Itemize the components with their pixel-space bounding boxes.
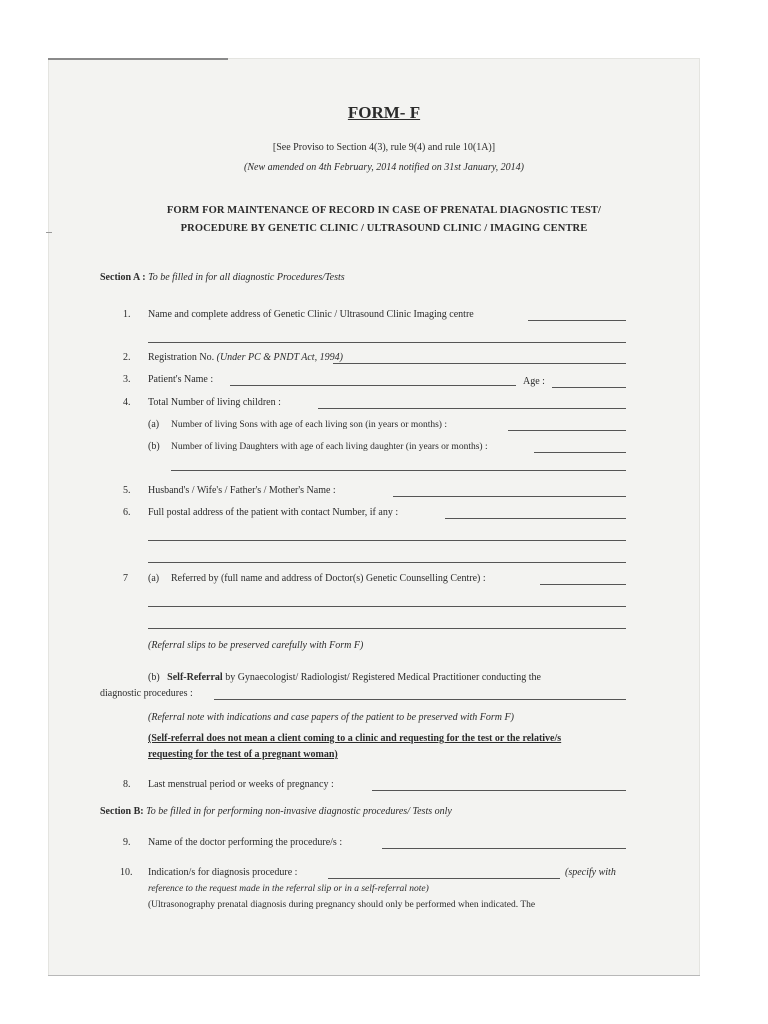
item-4b-marker: (b) [148,441,160,452]
item-4-label: Total Number of living children : [148,397,281,408]
item-7b-field-line[interactable] [214,699,626,700]
item-7b-bold: Self-Referral [167,672,223,683]
item-9-number: 9. [123,837,131,848]
item-7b-warning-line1: (Self-referral does not mean a client coming to a clinic and requesting for the test or the relative/s [148,733,562,744]
item-4b-field-line-2[interactable] [171,470,626,471]
item-3-label: Patient's Name : [148,374,214,385]
item-10-number: 10. [120,867,133,878]
item-3-name-field-line[interactable] [230,385,516,386]
section-b-label: Section B: [100,806,144,817]
item-2-text: Registration No. [148,352,215,363]
item-7a-field-line-3[interactable] [148,628,626,629]
item-7b-marker: (b) [148,672,160,683]
section-a-desc: To be filled in for all diagnostic Procedures/Tests [148,272,345,283]
page-edge-top [48,58,228,60]
form-heading-line1: FORM FOR MAINTENANCE OF RECORD IN CASE OF PRENATAL DIAGNOSTIC TEST/ [166,205,602,216]
section-b-desc: To be filled in for performing non-invasive diagnostic procedures/ Tests only [146,806,452,817]
item-6-field-line[interactable] [445,518,626,519]
item-8-number: 8. [123,779,131,790]
item-10-specify: (specify with [565,867,616,878]
item-9-label: Name of the doctor performing the procedure/s : [148,837,343,848]
item-7a-field-line[interactable] [540,584,626,585]
item-1-label: Name and complete address of Genetic Clinic / Ultrasound Clinic Imaging centre [148,309,474,320]
form-proviso: [See Proviso to Section 4(3), rule 9(4) and rule 10(1A)] [272,142,496,153]
item-5-label: Husband's / Wife's / Father's / Mother's Name : [148,485,336,496]
item-4b-field-line[interactable] [534,452,626,453]
item-7a-marker: (a) [148,573,160,584]
section-a-label: Section A : [100,272,146,283]
item-2-label [148,352,343,364]
item-3-age-field-line[interactable] [552,387,626,388]
item-6-field-line-2[interactable] [148,540,626,541]
item-4b-label: Number of living Daughters with age of each living daughter (in years or months) : [171,442,488,452]
item-5-field-line[interactable] [393,496,626,497]
item-1-field-line-2[interactable] [148,342,626,343]
item-4-number: 4. [123,397,131,408]
item-7b-note: (Referral note with indications and case papers of the patient to be preserved with Form F) [148,712,514,723]
item-4a-label: Number of living Sons with age of each living son (in years or months) : [171,420,447,430]
form-amended: (New amended on 4th February, 2014 notified on 31st January, 2014) [244,162,524,173]
item-3-age-label: Age : [523,376,545,387]
item-1-number: 1. [123,309,131,320]
section-b-header [100,806,452,818]
item-5-number: 5. [123,485,131,496]
section-a-header [100,272,345,284]
item-7b-text2: diagnostic procedures : [100,688,193,699]
item-3-number: 3. [123,374,131,385]
item-7b-line1 [148,672,541,684]
item-7b-text: by Gynaecologist/ Radiologist/ Registered Medical Practitioner conducting the [225,672,541,683]
item-2-number: 2. [123,352,131,363]
item-8-label: Last menstrual period or weeks of pregnancy : [148,779,334,790]
item-1-field-line[interactable] [528,320,626,321]
item-2-field-line[interactable] [333,363,626,364]
item-7a-field-line-2[interactable] [148,606,626,607]
item-7a-label: Referred by (full name and address of Doctor(s) Genetic Counselling Centre) : [171,573,486,584]
item-6-number: 6. [123,507,131,518]
form-title: FORM- F [347,103,421,122]
item-4a-field-line[interactable] [508,430,626,431]
item-7b-warning-line2: requesting for the test of a pregnant woman) [148,749,338,760]
item-10-note: reference to the request made in the referral slip or in a self-referral note) [148,884,429,894]
item-10-field-line[interactable] [328,878,560,879]
item-7-note: (Referral slips to be preserved carefully with Form F) [148,640,364,651]
item-8-field-line[interactable] [372,790,626,791]
item-10-label: Indication/s for diagnosis procedure : [148,867,298,878]
item-10-continuation: (Ultrasonography prenatal diagnosis during pregnancy should only be performed when indicated. The [148,900,536,910]
item-7-number: 7 [123,573,128,584]
item-6-field-line-3[interactable] [148,562,626,563]
item-2-note: (Under PC & PNDT Act, 1994) [216,352,343,363]
item-4a-marker: (a) [148,419,160,430]
item-6-label: Full postal address of the patient with contact Number, if any : [148,507,399,518]
item-9-field-line[interactable] [382,848,626,849]
page-edge-bottom [48,975,700,976]
item-4-field-line[interactable] [318,408,626,409]
form-heading-line2: PROCEDURE BY GENETIC CLINIC / ULTRASOUND CLINIC / IMAGING CENTRE [180,223,588,234]
